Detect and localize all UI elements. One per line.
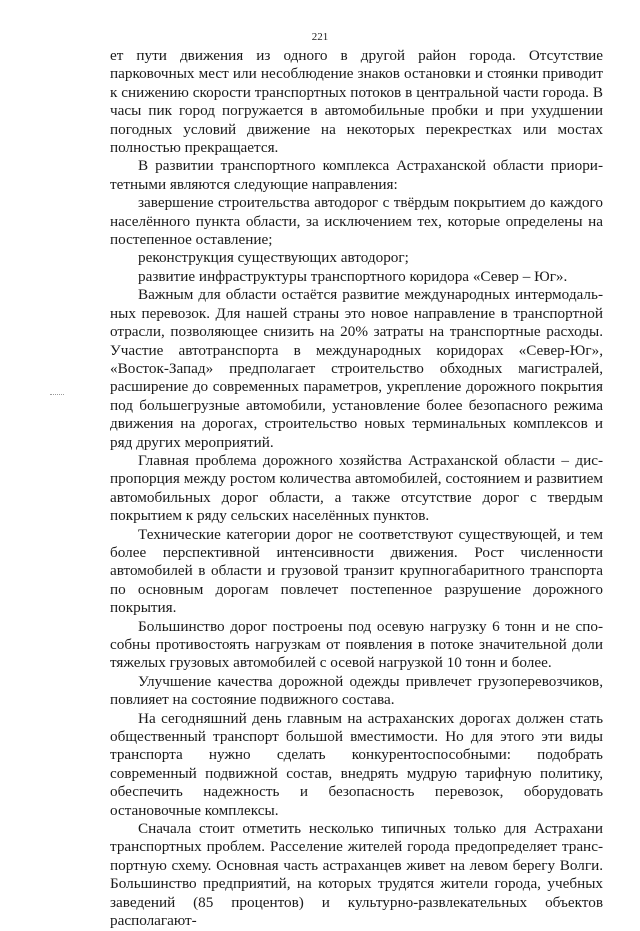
paragraph: Главная проблема дорожного хозяйства Астраханской области – диспропорция между ростом количества автомобилей, состоянием и развитием автомобильных дорог области, а также отсутствие дорог с твердым покрытием к ряду сельских населённых пунктов.	[110, 451, 603, 525]
page-number: 221	[311, 31, 329, 43]
paragraph: Технические категории дорог не соответствуют существующей, и тем более перспективной интенсивности движения. Рост численности автомобилей в области и грузовой транзит крупногабаритного транспорта по основным дорогам повлечет постепенное разрушение дорожного покрытия.	[110, 525, 603, 617]
list-item: развитие инфраструктуры транспортного коридора «Север – Юг».	[138, 267, 568, 285]
paragraph: Важным для области остаётся развитие международных интермодальных перевозок. Для нашей страны это новое направление в транспортной отрасли, позволяющее снизить на 20% затраты на транспортные расходы. Участие автотранспорта в международных коридорах «Север-Юг», «Восток-Запад» предполагает строительство обходных магистралей, расширение до современных параметров, укрепление дорожного покрытия под большегрузные автомобили, установление более безопасного режима движения на дорогах, строительство новых терминальных комплексов и ряд других мероприятий.	[110, 286, 603, 451]
paragraph: Улучшение качества дорожной одежды привлечет грузоперевозчиков, повлияет на состояние подвижного состава.	[110, 672, 603, 709]
margin-mark	[50, 394, 64, 395]
paragraph: В развитии транспортного комплекса Астраханской области приоритетными являются следующие направления:	[110, 157, 603, 193]
body-text	[110, 47, 603, 931]
list-item: завершение строительства автодорог с твёрдым покрытием до каждого населённого пункта области, за исключением тех, которые определены на постепенное оставление;	[110, 194, 603, 249]
paragraph: Большинство дорог построены под осевую нагрузку 6 тонн и не способны противостоять нагрузкам от появления в потоке значительной доли тяжелых грузовых автомобилей с осевой нагрузкой 10 тонн и более.	[110, 617, 603, 672]
paragraph: На сегодняшний день главным на астраханских дорогах должен стать общественный транспорт большой вместимости. Но для этого эти виды транспорта нужно сделать конкурентоспособными: подобрать современный подвижной состав, внедрять мудрую тарифную политику, обеспечить надежность и безопасность перевозок, оборудовать остановочные комплексы.	[110, 709, 603, 819]
paragraph: Сначала стоит отметить несколько типичных только для Астрахани транспортных проблем. Расселение жителей города предопределяет транспортную схему. Основная часть астраханцев живет на левом берегу Волги. Большинство предприятий, на которых трудятся жители города, учебных заведений (85 процентов) и культурно-развлекательных объектов располагают-	[110, 820, 603, 930]
paragraph-continued: ет пути движения из одного в другой район города. Отсутствие парковочных мест или несоблюдение знаков остановки и стоянки приводит к снижению скорости транспортных потоков в центральной части города. В часы пик город погружается в автомобильные пробки и при ухудшении погодных условий движение на некоторых перекрестках или мостах полностью прекращается.	[110, 47, 603, 157]
list-item: реконструкция существующих автодорог;	[138, 249, 409, 267]
